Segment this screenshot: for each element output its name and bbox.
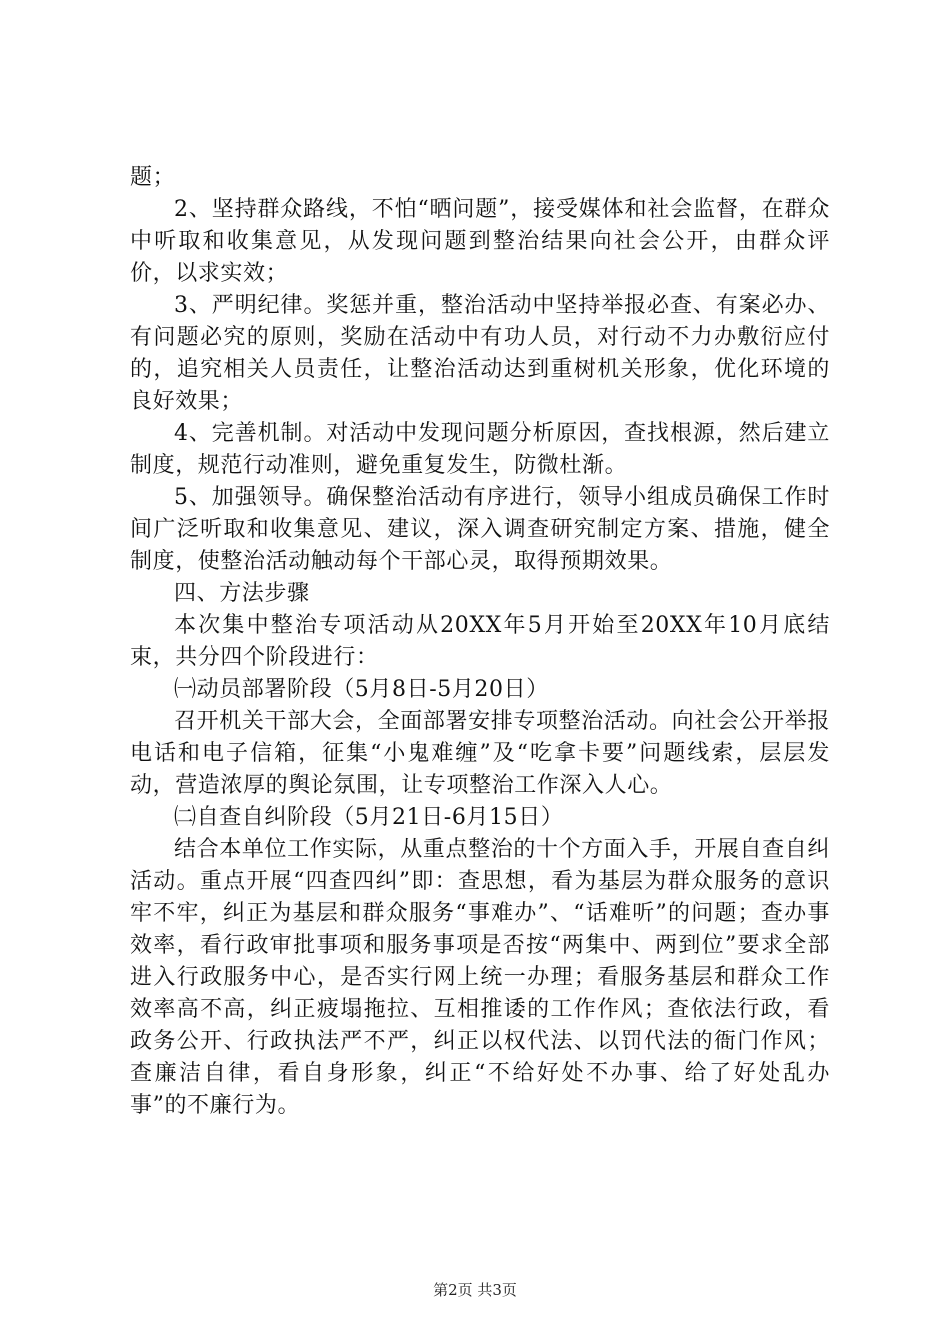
paragraph-4: 5、加强领导。确保整治活动有序进行，领导小组成员确保工作时间广泛听取和收集意见、建议，深入调查研究制定方案、措施，健全制度，使整治活动触动每个干部心灵，取得预期效果。 [130,485,830,574]
document-body [130,162,830,1122]
paragraph-10: 结合本单位工作实际，从重点整治的十个方面入手，开展自查自纠活动。重点开展“四查四纠”即：查思想，看为基层为群众服务的意识牢不牢，纠正为基层和群众服务“事难办”、“话难听”的问题；查办事效率，看行政审批事项和服务事项是否按“两集中、两到位”要求全部进入行政服务中心，是否实行网上统一办理；看服务基层和群众工作效率高不高，纠正疲塌拖拉、互相推诿的工作作风；查依法行政，看政务公开、行政执法严不严，纠正以权代法、以罚代法的衙门作风；查廉洁自律，看自身形象，纠正“不给好处不办事、给了好处乱办事”的不廉行为。 [130,837,830,1118]
paragraph-6: 本次集中整治专项活动从20XX年5月开始至20XX年10月底结束，共分四个阶段进行： [130,613,830,670]
paragraph-3: 4、完善机制。对活动中发现问题分析原因，查找根源，然后建立制度，规范行动准则，避免重复发生，防微杜渐。 [130,421,830,478]
paragraph-0: 题； [130,165,176,190]
paragraph-2: 3、严明纪律。奖惩并重，整治活动中坚持举报必查、有案必办、有问题必究的原则，奖励在活动中有功人员，对行动不力办敷衍应付的，追究相关人员责任，让整治活动达到重树机关形象，优化环境的良好效果； [130,293,830,414]
paragraph-8: 召开机关干部大会，全面部署安排专项整治活动。向社会公开举报电话和电子信箱，征集“小鬼难缠”及“吃拿卡要”问题线索，层层发动，营造浓厚的舆论氛围，让专项整治工作深入人心。 [130,709,830,798]
stage-heading-2: ㈡自查自纠阶段（5月21日-6月15日） [174,805,564,830]
paragraph-1: 2、坚持群众路线，不怕“晒问题”，接受媒体和社会监督，在群众中听取和收集意见，从发现问题到整治结果向社会公开，由群众评价，以求实效； [130,197,830,286]
section-heading: 四、方法步骤 [174,581,310,606]
stage-heading-1: ㈠动员部署阶段（5月8日-5月20日） [174,677,549,702]
page-footer: 第2页 共3页 [433,1281,517,1299]
